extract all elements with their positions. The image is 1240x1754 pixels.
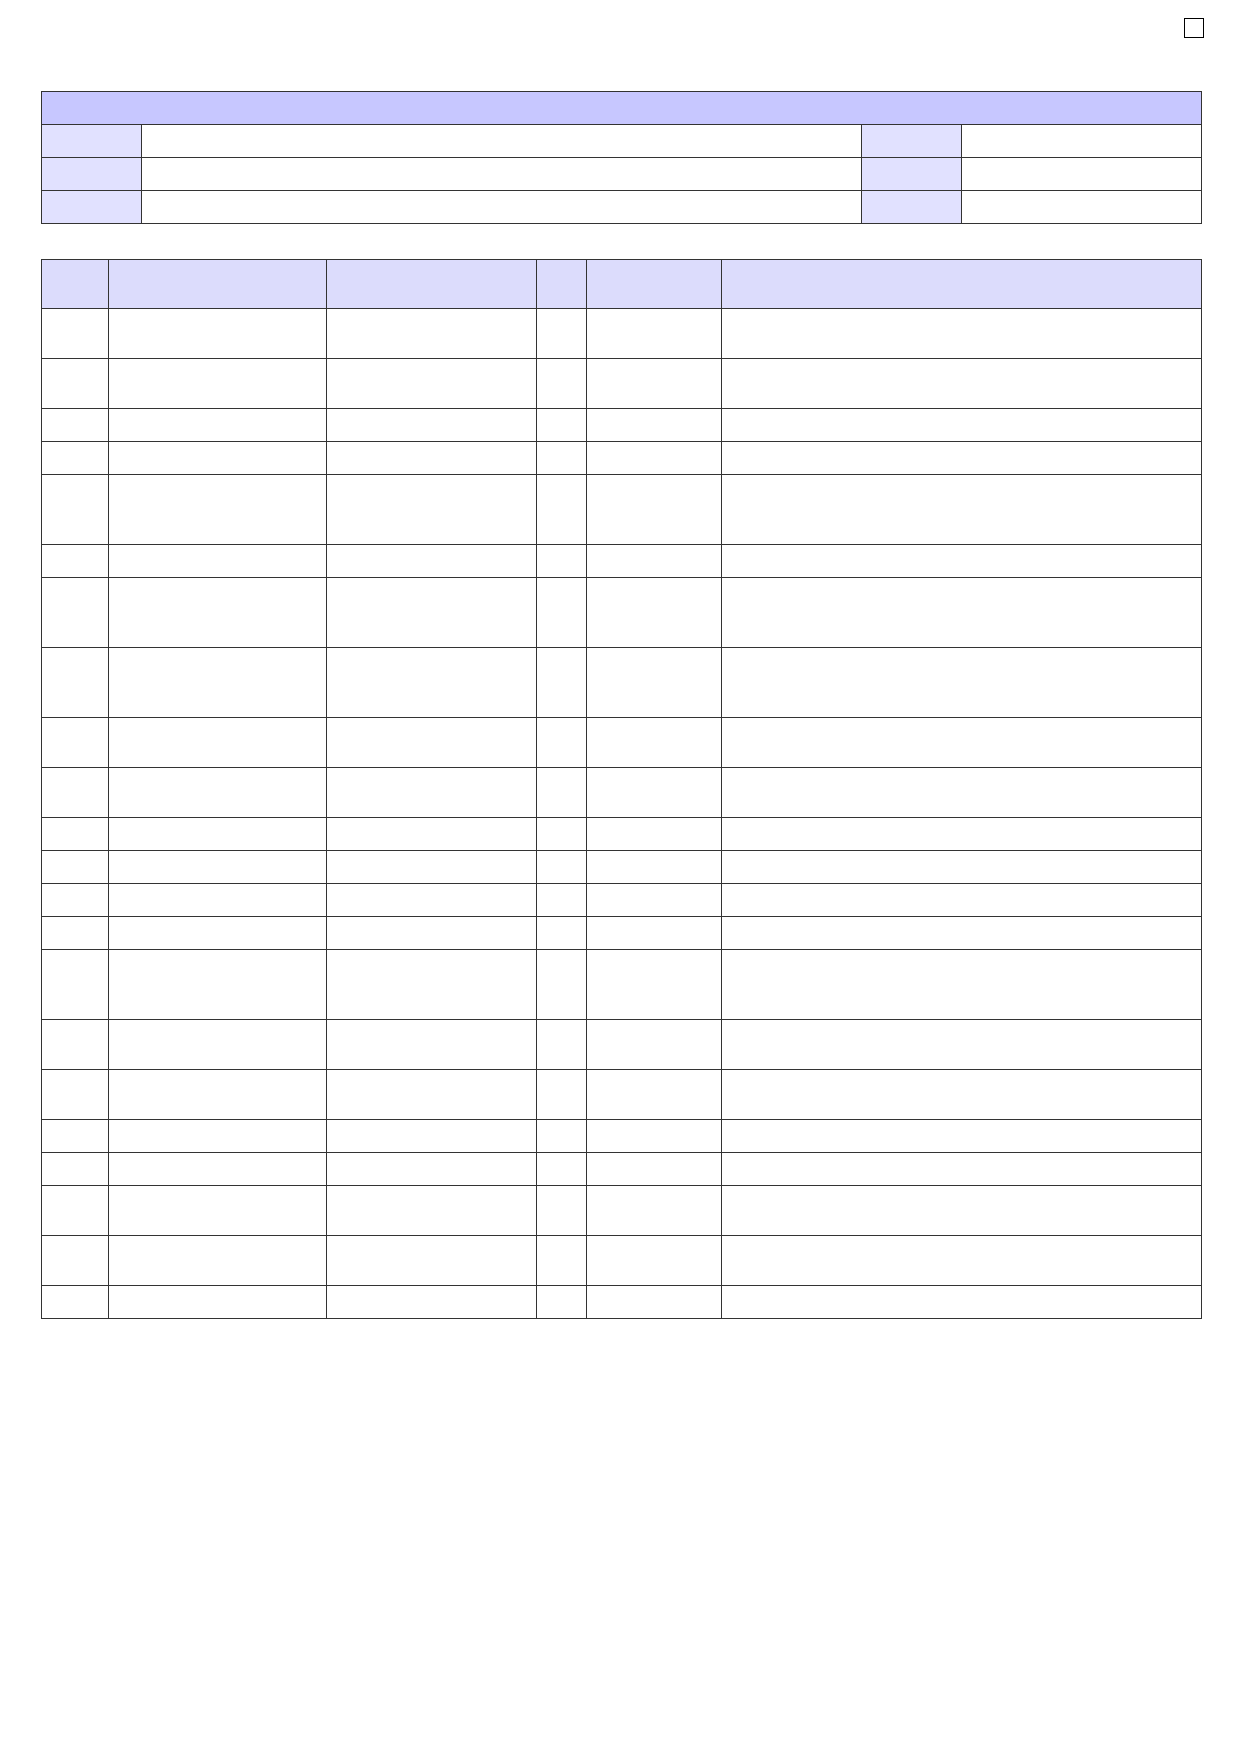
field-note: [722, 768, 1202, 818]
field-required: [537, 1236, 587, 1286]
info-value: [142, 158, 862, 191]
field-default: [587, 818, 722, 851]
field-no: [42, 1186, 109, 1236]
header-note: [722, 260, 1202, 309]
field-default: [587, 884, 722, 917]
field-required: [537, 1286, 587, 1319]
field-name: [109, 1070, 327, 1120]
info-value: [962, 125, 1202, 158]
field-default: [587, 1153, 722, 1186]
field-required: [537, 851, 587, 884]
note-line: [50, 1530, 1150, 1555]
field-type: [327, 768, 537, 818]
field-type: [327, 818, 537, 851]
field-required: [537, 475, 587, 545]
notes-block: [50, 1355, 1150, 1555]
field-type: [327, 409, 537, 442]
field-required: [537, 309, 587, 359]
field-note: [722, 409, 1202, 442]
field-type: [327, 884, 537, 917]
field-default: [587, 851, 722, 884]
fields-header-row: [42, 260, 1202, 309]
field-type: [327, 851, 537, 884]
field-note: [722, 578, 1202, 648]
field-type: [327, 1070, 537, 1120]
note-line: [50, 1480, 1150, 1505]
field-type: [327, 917, 537, 950]
field-name: [109, 578, 327, 648]
info-label: [42, 125, 142, 158]
field-required: [537, 884, 587, 917]
field-no: [42, 475, 109, 545]
table-row: [42, 648, 1202, 718]
field-default: [587, 917, 722, 950]
field-name: [109, 768, 327, 818]
header-name: [109, 260, 327, 309]
field-note: [722, 475, 1202, 545]
field-default: [587, 309, 722, 359]
field-type: [327, 442, 537, 475]
field-required: [537, 1070, 587, 1120]
field-required: [537, 718, 587, 768]
note-line: [50, 1355, 1150, 1380]
header-type: [327, 260, 537, 309]
field-default: [587, 359, 722, 409]
note-line: [50, 1505, 1150, 1530]
field-no: [42, 851, 109, 884]
table-row: [42, 950, 1202, 1020]
table-row: [42, 851, 1202, 884]
info-label: [862, 191, 962, 224]
field-no: [42, 1070, 109, 1120]
note-line: [50, 1405, 1150, 1430]
field-note: [722, 359, 1202, 409]
table-row: [42, 1286, 1202, 1319]
field-note: [722, 1286, 1202, 1319]
field-type: [327, 648, 537, 718]
field-no: [42, 718, 109, 768]
field-type: [327, 1236, 537, 1286]
field-type: [327, 950, 537, 1020]
field-name: [109, 442, 327, 475]
field-no: [42, 917, 109, 950]
header-default: [587, 260, 722, 309]
field-type: [327, 1020, 537, 1070]
field-default: [587, 768, 722, 818]
field-required: [537, 1020, 587, 1070]
table-row: [42, 1120, 1202, 1153]
field-note: [722, 1153, 1202, 1186]
field-name: [109, 917, 327, 950]
field-name: [109, 1020, 327, 1070]
page-corner-mark: [1184, 18, 1204, 38]
header-no: [42, 260, 109, 309]
header-required: [537, 260, 587, 309]
page-header: [50, 40, 1110, 60]
field-note: [722, 1070, 1202, 1120]
field-required: [537, 917, 587, 950]
table-row: [42, 884, 1202, 917]
field-default: [587, 1286, 722, 1319]
field-note: [722, 950, 1202, 1020]
info-value: [962, 158, 1202, 191]
field-no: [42, 1236, 109, 1286]
field-required: [537, 578, 587, 648]
table-row: [42, 917, 1202, 950]
field-note: [722, 818, 1202, 851]
field-note: [722, 884, 1202, 917]
field-name: [109, 1186, 327, 1236]
field-no: [42, 768, 109, 818]
field-name: [109, 648, 327, 718]
field-default: [587, 1186, 722, 1236]
field-name: [109, 1286, 327, 1319]
field-no: [42, 818, 109, 851]
info-label: [42, 158, 142, 191]
field-note: [722, 851, 1202, 884]
field-no: [42, 1120, 109, 1153]
info-row: [42, 191, 1202, 224]
field-default: [587, 545, 722, 578]
field-default: [587, 578, 722, 648]
table-row: [42, 442, 1202, 475]
field-no: [42, 1020, 109, 1070]
field-required: [537, 1153, 587, 1186]
field-required: [537, 648, 587, 718]
field-required: [537, 1186, 587, 1236]
table-row: [42, 409, 1202, 442]
field-name: [109, 718, 327, 768]
fields-table: [41, 259, 1202, 1319]
field-name: [109, 1153, 327, 1186]
field-default: [587, 1236, 722, 1286]
field-name: [109, 851, 327, 884]
field-required: [537, 950, 587, 1020]
field-required: [537, 545, 587, 578]
field-required: [537, 359, 587, 409]
table-row: [42, 1153, 1202, 1186]
field-type: [327, 1120, 537, 1153]
field-type: [327, 359, 537, 409]
field-no: [42, 1153, 109, 1186]
info-label: [862, 158, 962, 191]
field-name: [109, 409, 327, 442]
field-no: [42, 545, 109, 578]
field-type: [327, 1153, 537, 1186]
field-type: [327, 1286, 537, 1319]
info-label: [42, 191, 142, 224]
info-table-caption: [42, 92, 1202, 125]
field-no: [42, 884, 109, 917]
field-required: [537, 818, 587, 851]
field-required: [537, 768, 587, 818]
page-footer: [50, 1712, 1200, 1732]
note-line: [50, 1430, 1150, 1455]
info-label: [862, 125, 962, 158]
field-name: [109, 1236, 327, 1286]
field-name: [109, 309, 327, 359]
field-default: [587, 442, 722, 475]
table-row: [42, 545, 1202, 578]
field-type: [327, 578, 537, 648]
field-note: [722, 1236, 1202, 1286]
field-name: [109, 475, 327, 545]
field-type: [327, 1186, 537, 1236]
info-row: [42, 158, 1202, 191]
table-row: [42, 768, 1202, 818]
field-name: [109, 884, 327, 917]
field-note: [722, 545, 1202, 578]
field-name: [109, 545, 327, 578]
field-required: [537, 409, 587, 442]
info-row: [42, 125, 1202, 158]
info-table: [41, 91, 1202, 224]
field-note: [722, 442, 1202, 475]
field-note: [722, 1186, 1202, 1236]
info-value: [142, 125, 862, 158]
field-name: [109, 359, 327, 409]
field-default: [587, 1070, 722, 1120]
table-row: [42, 818, 1202, 851]
field-no: [42, 442, 109, 475]
table-row: [42, 718, 1202, 768]
field-required: [537, 1120, 587, 1153]
field-default: [587, 1020, 722, 1070]
table-row: [42, 1020, 1202, 1070]
field-note: [722, 1020, 1202, 1070]
table-row: [42, 1070, 1202, 1120]
field-name: [109, 1120, 327, 1153]
table-row: [42, 1236, 1202, 1286]
field-no: [42, 950, 109, 1020]
field-name: [109, 818, 327, 851]
field-default: [587, 1120, 722, 1153]
table-row: [42, 578, 1202, 648]
field-default: [587, 648, 722, 718]
note-line: [50, 1455, 1150, 1480]
field-no: [42, 578, 109, 648]
field-note: [722, 648, 1202, 718]
table-row: [42, 1186, 1202, 1236]
field-default: [587, 409, 722, 442]
field-required: [537, 442, 587, 475]
field-no: [42, 648, 109, 718]
field-type: [327, 309, 537, 359]
table-row: [42, 475, 1202, 545]
table-row: [42, 309, 1202, 359]
field-note: [722, 917, 1202, 950]
field-type: [327, 475, 537, 545]
info-value: [142, 191, 862, 224]
field-no: [42, 1286, 109, 1319]
field-name: [109, 950, 327, 1020]
field-type: [327, 545, 537, 578]
field-no: [42, 309, 109, 359]
field-default: [587, 718, 722, 768]
field-note: [722, 1120, 1202, 1153]
field-no: [42, 409, 109, 442]
field-note: [722, 718, 1202, 768]
info-value: [962, 191, 1202, 224]
field-note: [722, 309, 1202, 359]
field-no: [42, 359, 109, 409]
field-default: [587, 475, 722, 545]
field-type: [327, 718, 537, 768]
field-default: [587, 950, 722, 1020]
table-row: [42, 359, 1202, 409]
note-line: [50, 1380, 1150, 1405]
